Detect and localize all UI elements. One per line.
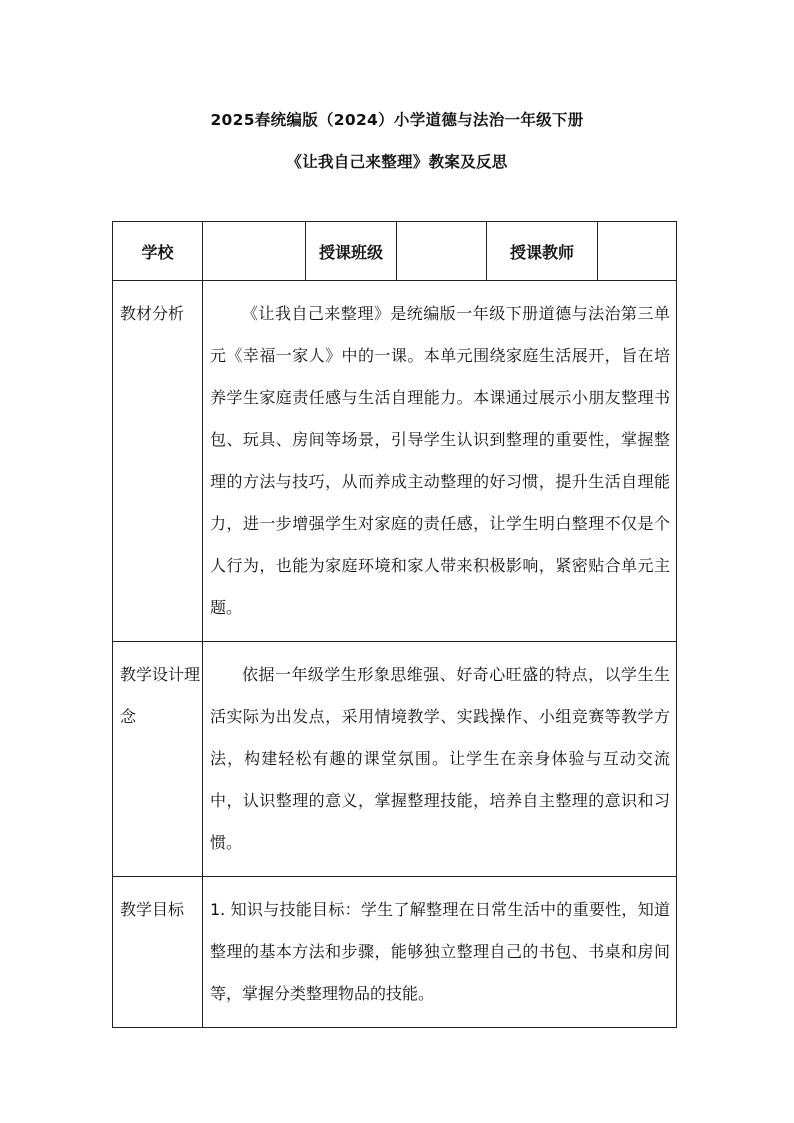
document-title-line1: 2025春统编版（2024）小学道德与法治一年级下册 bbox=[210, 111, 584, 129]
class-label: 授课班级 bbox=[306, 222, 397, 281]
school-label: 学校 bbox=[113, 222, 203, 281]
table-row bbox=[113, 877, 677, 1028]
lesson-plan-table bbox=[112, 221, 677, 1028]
row-label-material-analysis: 教材分析 bbox=[113, 281, 203, 642]
table-header-row bbox=[113, 222, 677, 281]
row-content-material-analysis bbox=[203, 281, 677, 642]
teaching-goals-text: 1. 知识与技能目标：学生了解整理在日常生活中的重要性，知道整理的基本方法和步骤，能够独立整理自己的书包、书桌和房间等，掌握分类整理物品的技能。 bbox=[210, 900, 670, 1003]
row-label-design-concept: 教学设计理念 bbox=[113, 642, 203, 877]
row-label-teaching-goals: 教学目标 bbox=[113, 877, 203, 1028]
document-title-line2: 《让我自己来整理》教案及反思 bbox=[286, 153, 508, 171]
teacher-label: 授课教师 bbox=[487, 222, 598, 281]
row-content-design-concept bbox=[203, 642, 677, 877]
class-value-field bbox=[397, 222, 487, 281]
table-row bbox=[113, 642, 677, 877]
material-analysis-text: 《让我自己来整理》是统编版一年级下册道德与法治第三单元《幸福一家人》中的一课。本单元围绕家庭生活展开，旨在培养学生家庭责任感与生活自理能力。本课通过展示小朋友整理书包、玩具、房间等场景，引导学生认识到整理的重要性，掌握整理的方法与技巧，从而养成主动整理的好习惯，提升生活自理能力，进一步增强学生对家庭的责任感，让学生明白整理不仅是个人行为，也能为家庭环境和家人带来积极影响，紧密贴合单元主题。 bbox=[210, 304, 670, 617]
teacher-value-field bbox=[598, 222, 677, 281]
table-row bbox=[113, 281, 677, 642]
design-concept-text: 依据一年级学生形象思维强、好奇心旺盛的特点，以学生生活实际为出发点，采用情境教学、实践操作、小组竞赛等教学方法，构建轻松有趣的课堂氛围。让学生在亲身体验与互动交流中，认识整理的意义，掌握整理技能，培养自主整理的意识和习惯。 bbox=[210, 665, 670, 852]
row-content-teaching-goals bbox=[203, 877, 677, 1028]
school-value-field bbox=[203, 222, 306, 281]
